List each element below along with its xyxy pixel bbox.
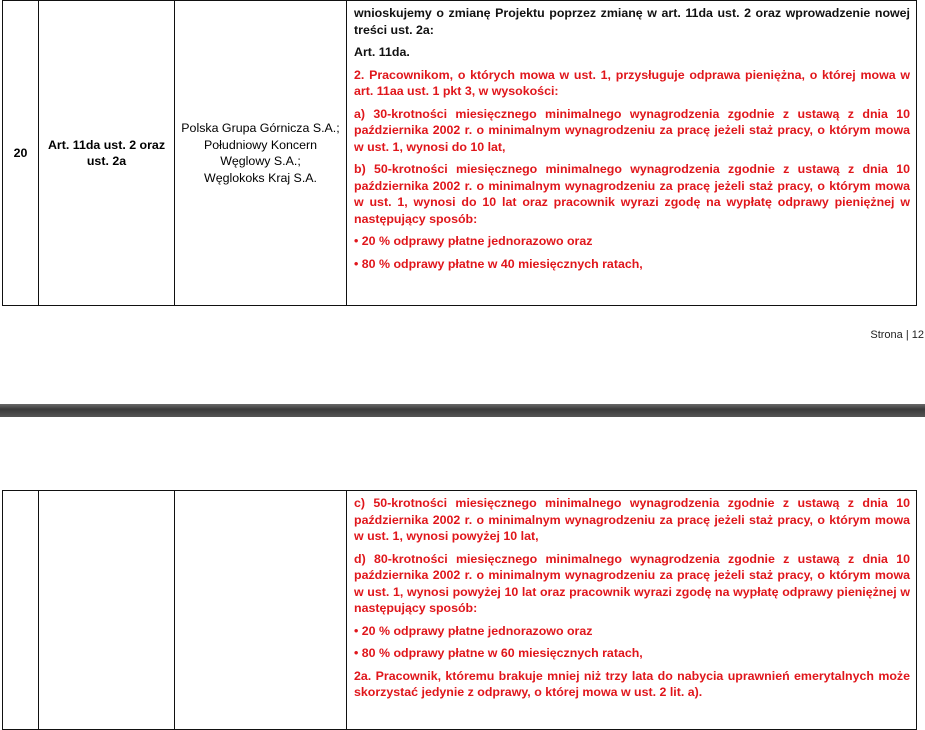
entities-cell	[175, 1, 347, 306]
proposal-cell	[347, 1, 917, 306]
point-c: c) 50-krotności miesięcznego minimalnego wynagrodzenia zgodnie z ustawą z dnia 10 października 2002 r. o minimalnym wynagrodzeniu za pracę jeżeli staż pracy, o którym mowa w ust. 1, wynosi powyżej 10 lat,	[354, 496, 910, 543]
entity-line: Węglowy S.A.;	[220, 154, 301, 168]
entity-line: Południowy Koncern	[204, 137, 317, 152]
entity-line: Węglokoks Kraj S.A.	[204, 170, 317, 185]
comments-table-page-13	[2, 490, 917, 730]
comments-table-page-12	[2, 0, 917, 306]
row-number-empty	[3, 491, 39, 730]
provision-cell: Art. 11da ust. 2 oraz ust. 2a	[39, 1, 175, 306]
table-row	[3, 491, 917, 730]
page-separator	[0, 404, 925, 417]
provision-cell-empty	[39, 491, 175, 730]
paragraph-2a: 2a. Pracownik, któremu brakuje mniej niż trzy lata do nabycia uprawnień emerytalnych może skorzystać jedynie z odprawy, o której mowa w ust. 2 lit. a).	[354, 668, 910, 699]
point-b: b) 50-krotności miesięcznego minimalnego wynagrodzenia zgodnie z ustawą z dnia 10 października 2002 r. o minimalnym wynagrodzeniu za pracę jeżeli staż pracy, o którym mowa w ust. 1, wynosi do 10 lat oraz pracownik wyrazi zgodę na wypłatę odprawy pieniężnej w następujący sposób:	[354, 162, 910, 226]
bullet-item: • 20 % odprawy płatne jednorazowo oraz	[354, 623, 593, 638]
entity-line: Polska Grupa Górnicza S.A.;	[181, 121, 340, 135]
point-a: a) 30-krotności miesięcznego minimalnego wynagrodzenia zgodnie z ustawą z dnia 10 października 2002 r. o minimalnym wynagrodzeniu za pracę jeżeli staż pracy, o którym mowa w ust. 1, wynosi do 10 lat,	[354, 106, 910, 154]
page-number: Strona | 12	[870, 329, 924, 341]
bullet-item: • 80 % odprawy płatne w 40 miesięcznych ratach,	[354, 256, 643, 271]
entities-cell-empty	[175, 491, 347, 730]
paragraph-2: 2. Pracownikom, o których mowa w ust. 1, przysługuje odprawa pieniężna, o której mowa w art. 11aa ust. 1 pkt 3, w wysokości:	[354, 67, 910, 98]
point-d: d) 80-krotności miesięcznego minimalnego wynagrodzenia zgodnie z ustawą z dnia 10 października 2002 r. o minimalnym wynagrodzeniu za pracę jeżeli staż pracy, o którym mowa w ust. 1, wynosi powyżej 10 lat oraz pracownik wyrazi zgodę na wypłatę odprawy pieniężnej w następujący sposób:	[354, 551, 910, 615]
proposal-cell	[347, 491, 917, 730]
row-number: 20	[3, 1, 39, 306]
table-row	[3, 1, 917, 306]
bullet-item: • 80 % odprawy płatne w 60 miesięcznych ratach,	[354, 646, 643, 660]
article-heading: Art. 11da.	[354, 45, 410, 59]
proposal-intro: wnioskujemy o zmianę Projektu poprzez zmianę w art. 11da ust. 2 oraz wprowadzenie nowej treści ust. 2a:	[354, 6, 910, 37]
bullet-item: • 20 % odprawy płatne jednorazowo oraz	[354, 234, 593, 248]
